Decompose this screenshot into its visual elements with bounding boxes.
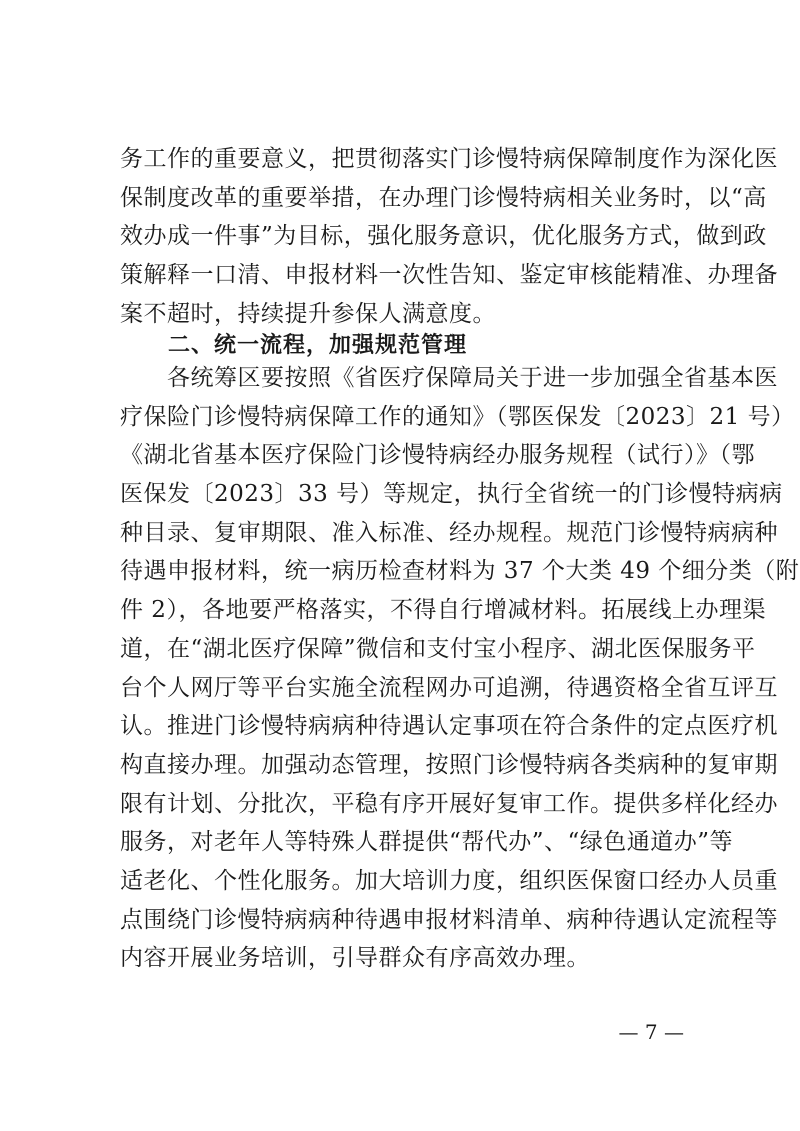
paragraph-line: 务工作的重要意义，把贯彻落实门诊慢特病保障制度作为深化医 bbox=[120, 146, 778, 172]
paragraph-line: 效办成一件事”为目标，强化服务意识，优化服务方式，做到政 bbox=[120, 223, 767, 250]
paragraph-line: 《湖北省基本医疗保险门诊慢特病经办服务规程（试行）》（鄂 bbox=[120, 442, 755, 469]
paragraph-line: 认。推进门诊慢特病病种待遇认定事项在符合条件的定点医疗机 bbox=[120, 713, 778, 740]
paragraph-line: 件 2），各地要严格落实，不得自行增减材料。拓展线上办理渠 bbox=[120, 597, 766, 624]
paragraph-1 bbox=[120, 140, 778, 333]
paragraph-line: 限有计划、分批次，平稳有序开展好复审工作。提供多样化经办 bbox=[120, 790, 778, 817]
paragraph-line: 点围绕门诊慢特病病种待遇申报材料清单、病种待遇认定流程等 bbox=[120, 906, 778, 933]
section-heading: 二、统一流程，加强规范管理 bbox=[168, 333, 468, 358]
paragraph-line: 内容开展业务培训，引导群众有序高效办理。 bbox=[120, 945, 590, 972]
paragraph-line: 适老化、个性化服务。加大培训力度，组织医保窗口经办人员重 bbox=[120, 867, 778, 894]
paragraph-line: 策解释一口清、申报材料一次性告知、鉴定审核能精准、办理备 bbox=[120, 262, 778, 289]
paragraph-line: 构直接办理。加强动态管理，按照门诊慢特病各类病种的复审期 bbox=[120, 751, 778, 778]
paragraph-line: 保制度改革的重要举措，在办理门诊慢特病相关业务时，以“高 bbox=[120, 184, 767, 211]
paragraph-line: 待遇申报材料，统一病历检查材料为 37 个大类 49 个细分类（附 bbox=[120, 558, 800, 585]
page-number: — 7 — bbox=[618, 1020, 684, 1044]
paragraph-line: 道，在“湖北医疗保障”微信和支付宝小程序、湖北医保服务平 bbox=[120, 635, 756, 662]
paragraph-line: 疗保险门诊慢特病保障工作的通知》（鄂医保发〔2023〕21 号） bbox=[120, 403, 795, 430]
paragraph-line: 医保发〔2023〕33 号）等规定，执行全省统一的门诊慢特病病 bbox=[120, 481, 783, 508]
paragraph-line: 案不超时，持续提升参保人满意度。 bbox=[120, 300, 496, 327]
paragraph-line: 服务，对老年人等特殊人群提供“帮代办”、“绿色通道办”等 bbox=[120, 829, 734, 856]
paragraph-line: 各统筹区要按照《省医疗保障局关于进一步加强全省基本医 bbox=[120, 365, 778, 391]
paragraph-2 bbox=[120, 359, 800, 978]
paragraph-line: 台个人网厅等平台实施全流程网办可追溯，待遇资格全省互评互 bbox=[120, 674, 778, 701]
paragraph-line: 种目录、复审期限、准入标准、经办规程。规范门诊慢特病病种 bbox=[120, 519, 778, 546]
